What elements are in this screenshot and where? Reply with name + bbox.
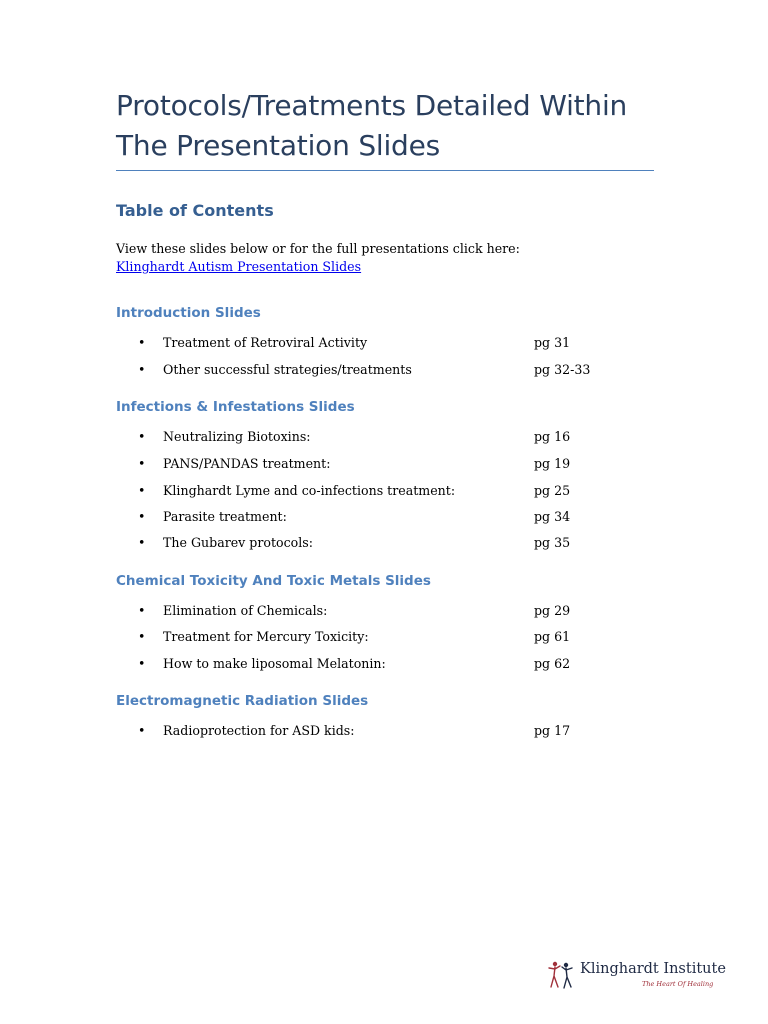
item-page-ref: pg 35: [534, 535, 571, 550]
item-label: Klinghardt Lyme and co-infections treatment:: [163, 483, 456, 498]
toc-heading: Table of Contents: [116, 201, 274, 220]
item-page-ref: pg 19: [534, 456, 571, 471]
list-item: [138, 655, 608, 673]
presentation-slides-link[interactable]: Klinghardt Autism Presentation Slides: [116, 259, 362, 274]
bullet-marker: •: [138, 603, 146, 618]
item-page-ref: pg 61: [534, 629, 571, 644]
document-title-line-2: The Presentation Slides: [116, 129, 441, 162]
list-item: [138, 428, 608, 446]
section-heading-introduction: Introduction Slides: [116, 305, 261, 321]
intro-text: View these slides below or for the full presentations click here:: [116, 241, 520, 256]
logo-name: Klinghardt Institute: [580, 961, 726, 977]
list-item: [138, 334, 608, 352]
section-heading-electromagnetic: Electromagnetic Radiation Slides: [116, 693, 369, 709]
list-item: [138, 602, 608, 620]
title-divider: [116, 170, 654, 171]
list-item: [138, 361, 608, 379]
item-page-ref: pg 17: [534, 723, 571, 738]
bullet-marker: •: [138, 656, 146, 671]
item-page-ref: pg 16: [534, 429, 571, 444]
bullet-marker: •: [138, 723, 146, 738]
item-page-ref: pg 25: [534, 483, 571, 498]
item-label: The Gubarev protocols:: [163, 535, 313, 550]
item-label: Elimination of Chemicals:: [163, 603, 328, 618]
bullet-marker: •: [138, 629, 146, 644]
list-item: [138, 482, 608, 500]
section-heading-infections: Infections & Infestations Slides: [116, 399, 355, 415]
item-label: Parasite treatment:: [163, 509, 287, 524]
item-page-ref: pg 34: [534, 509, 571, 524]
list-item: [138, 534, 608, 552]
item-label: How to make liposomal Melatonin:: [163, 656, 386, 671]
bullet-marker: •: [138, 335, 146, 350]
item-page-ref: pg 31: [534, 335, 571, 350]
item-label: PANS/PANDAS treatment:: [163, 456, 331, 471]
dancing-figures-icon: [548, 960, 574, 990]
item-page-ref: pg 29: [534, 603, 571, 618]
item-label: Treatment of Retroviral Activity: [163, 335, 368, 350]
item-label: Other successful strategies/treatments: [163, 362, 412, 377]
document-title: [116, 86, 676, 166]
item-page-ref: pg 62: [534, 656, 571, 671]
document-title-line-1: Protocols/Treatments Detailed Within: [116, 89, 628, 122]
list-item: [138, 508, 608, 526]
bullet-marker: •: [138, 362, 146, 377]
bullet-marker: •: [138, 456, 146, 471]
item-label: Neutralizing Biotoxins:: [163, 429, 311, 444]
logo-tagline: The Heart Of Healing: [642, 980, 714, 988]
item-label: Treatment for Mercury Toxicity:: [163, 629, 369, 644]
list-item: [138, 722, 608, 740]
bullet-marker: •: [138, 429, 146, 444]
bullet-marker: •: [138, 509, 146, 524]
item-page-ref: pg 32-33: [534, 362, 591, 377]
item-label: Radioprotection for ASD kids:: [163, 723, 355, 738]
klinghardt-institute-logo: [548, 958, 726, 994]
list-item: [138, 455, 608, 473]
bullet-marker: •: [138, 535, 146, 550]
bullet-marker: •: [138, 483, 146, 498]
section-heading-chemical-toxicity: Chemical Toxicity And Toxic Metals Slides: [116, 573, 431, 589]
list-item: [138, 628, 608, 646]
